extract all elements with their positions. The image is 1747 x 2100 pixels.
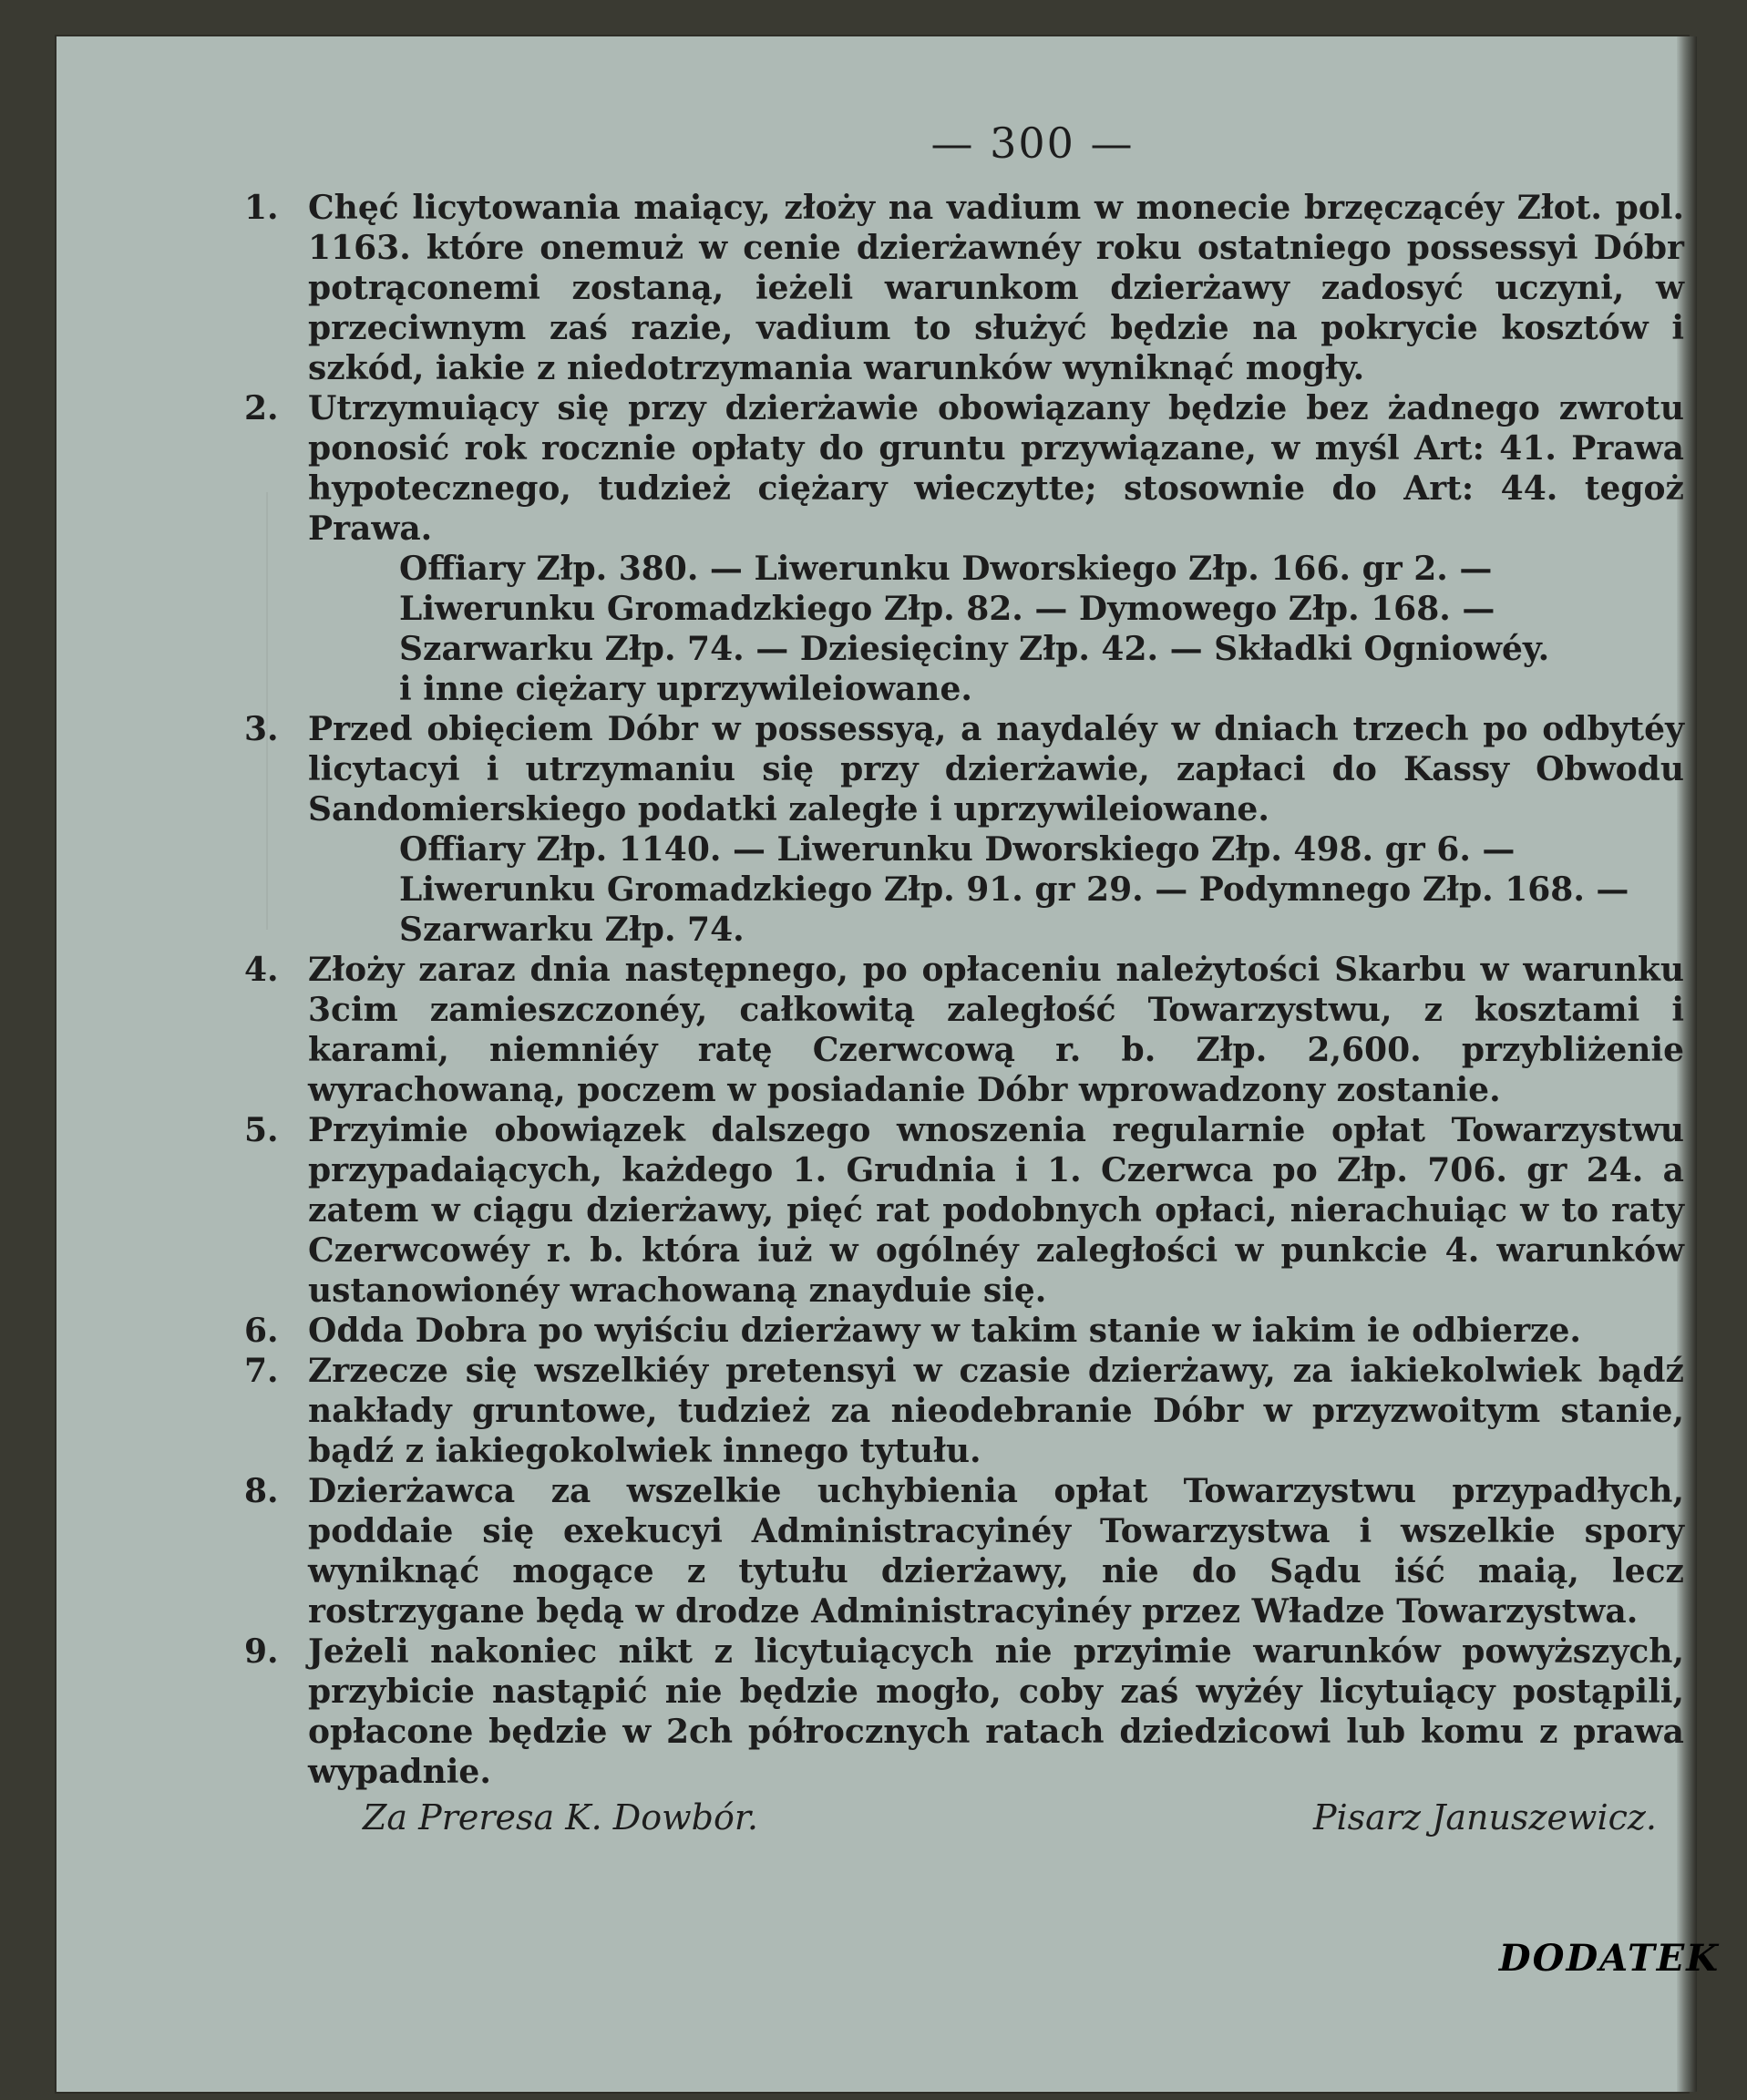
condition-text: Przed obięciem Dóbr w possessyą, a naydaléy w dniach trzech po odbytéy licytacyi i utrzymaniu się przy dzierżawie, zapłaci do Kassy Obwodu Sandomierskiego podatki zaległe i uprzywileiowane.	[308, 710, 1684, 829]
payment-line: Liwerunku Gromadzkiego Złp. 82. — Dymowego Złp. 168. —	[399, 590, 1495, 628]
condition-item-6	[244, 1311, 1684, 1351]
payment-line: Offiary Złp. 380. — Liwerunku Dworskiego Złp. 166. gr 2. —	[399, 550, 1493, 588]
condition-text: Przyimie obowiązek dalszego wnoszenia regularnie opłat Towarzystwu przypadaiących, każdego 1. Grudnia i 1. Czerwca po Złp. 706. gr 24. a zatem w ciągu dzierżawy, pięć rat podobnych opłaci, nierachuiąc w to raty Czerwcowéy r. b. która iuż w ogólnéy zaległości w punkcie 4. warunków ustanowionéy wrachowaną znayduie się.	[308, 1111, 1684, 1310]
condition-item-1	[244, 188, 1684, 388]
condition-item-8	[244, 1471, 1684, 1632]
condition-number: 4.	[244, 951, 279, 989]
condition-item-4	[244, 950, 1684, 1110]
condition-number: 3.	[244, 710, 279, 748]
condition-number: 5.	[244, 1111, 279, 1149]
signature-president: Za Preresa K. Dowbór.	[363, 1797, 758, 1838]
condition-text: Jeżeli nakoniec nikt z licytuiących nie przyimie warunków powyższych, przybicie nastąpić nie będzie mogło, coby zaś wyżéy licytuiący postąpili, opłacone będzie w 2ch półrocznych ratach dziedzicowi lub komu z prawa wypadnie.	[308, 1632, 1684, 1791]
condition-item-9	[244, 1632, 1684, 1792]
condition-number: 1.	[244, 189, 279, 227]
payment-line: Liwerunku Gromadzkiego Złp. 91. gr 29. — Podymnego Złp. 168. —	[399, 870, 1629, 909]
condition-item-2	[244, 388, 1684, 549]
condition-number: 6.	[244, 1312, 279, 1350]
condition-text: Utrzymuiący się przy dzierżawie obowiązany będzie bez żadnego zwrotu ponosić rok rocznie opłaty do gruntu przywiązane, w myśl Art: 41. Prawa hypotecznego, tudzież ciężary wieczytte; stosownie do Art: 44. tegoż Prawa.	[308, 389, 1684, 548]
condition-number: 8.	[244, 1472, 279, 1510]
payment-line: Offiary Złp. 1140. — Liwerunku Dworskiego Złp. 498. gr 6. —	[399, 830, 1516, 869]
signature-clerk: Pisarz Januszewicz.	[1312, 1797, 1657, 1838]
payment-list-2	[244, 549, 1684, 709]
page-number-heading: — 300 —	[930, 118, 1135, 168]
catchword: DODATEK	[1498, 1937, 1720, 1980]
condition-text: Złoży zaraz dnia następnego, po opłaceniu należytości Skarbu w warunku 3cim zamieszczonéy, całkowitą zaległość Towarzystwu, z kosztami i karami, niemniéy ratę Czerwcową r. b. Złp. 2,600. przybliżenie wyrachowaną, poczem w posiadanie Dóbr wprowadzony zostanie.	[308, 951, 1684, 1109]
condition-text: Zrzecze się wszelkiéy pretensyi w czasie dzierżawy, za iakiekolwiek bądź nakłady gruntowe, tudzież za nieodebranie Dóbr w przyzwoitym stanie, bądź z iakiegokolwiek innego tytułu.	[308, 1352, 1684, 1470]
condition-number: 2.	[244, 389, 279, 427]
page-content	[244, 82, 1684, 1852]
condition-item-7	[244, 1351, 1684, 1471]
condition-number: 7.	[244, 1352, 279, 1390]
condition-text: Odda Dobra po wyiściu dzierżawy w takim stanie w iakim ie odbierze.	[308, 1312, 1581, 1350]
signature-block	[244, 1797, 1684, 1852]
condition-text: Dzierżawca za wszelkie uchybienia opłat Towarzystwu przypadłych, poddaie się exekucyi Administracyinéy Towarzystwa i wszelkie spory wyniknąć mogące z tytułu dzierżawy, nie do Sądu iść maią, lecz rostrzygane będą w drodze Administracyinéy przez Władze Towarzystwa.	[308, 1472, 1684, 1631]
condition-text: Chęć licytowania maiący, złoży na vadium w monecie brzęczącéy Złot. pol. 1163. które onemuż w cenie dzierżawnéy roku ostatniego possessyi Dóbr potrąconemi zostaną, ieżeli warunkom dzierżawy zadosyć uczyni, w przeciwnym zaś razie, vadium to służyć będzie na pokrycie kosztów i szkód, iakie z niedotrzymania warunków wyniknąć mogły.	[308, 189, 1684, 387]
condition-item-3	[244, 709, 1684, 829]
condition-number: 9.	[244, 1632, 279, 1671]
payment-line: i inne ciężary uprzywileiowane.	[399, 670, 972, 708]
payment-list-3	[244, 829, 1684, 950]
condition-item-5	[244, 1110, 1684, 1311]
payment-line: Szarwarku Złp. 74.	[399, 911, 745, 949]
payment-line: Szarwarku Złp. 74. — Dziesięciny Złp. 42. — Składki Ogniowéy.	[399, 630, 1550, 668]
